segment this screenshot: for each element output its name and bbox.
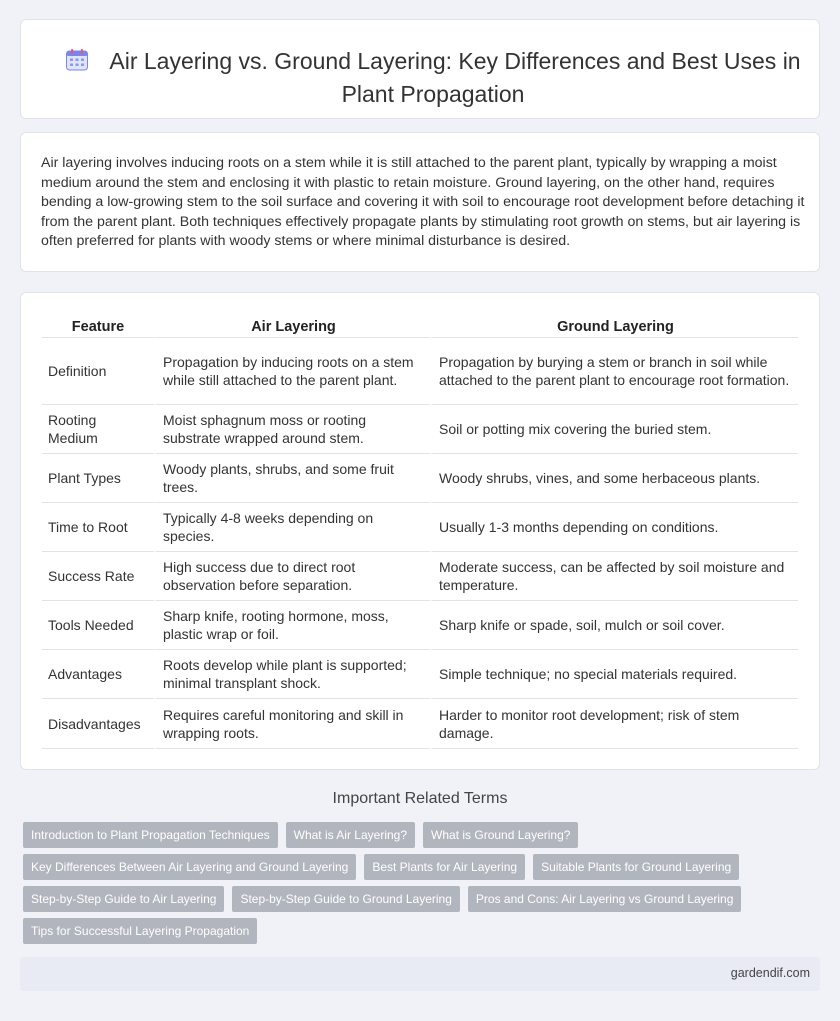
- page-title-wrapper: [61, 46, 805, 109]
- feature-cell: Success Rate: [42, 552, 154, 601]
- feature-cell: Disadvantages: [42, 699, 154, 749]
- feature-cell: Definition: [42, 338, 154, 405]
- tag-guide-air-layering[interactable]: Step-by-Step Guide to Air Layering: [23, 886, 224, 912]
- air-layering-cell: Woody plants, shrubs, and some fruit trees.: [154, 454, 430, 503]
- ground-layering-cell: Moderate success, can be affected by soil moisture and temperature.: [430, 552, 798, 601]
- air-layering-cell: Propagation by inducing roots on a stem while still attached to the parent plant.: [154, 338, 430, 405]
- table-row: [42, 503, 798, 552]
- tag-row: [23, 918, 783, 944]
- related-terms-heading: Important Related Terms: [332, 790, 508, 807]
- ground-layering-cell: Harder to monitor root development; risk of stem damage.: [430, 699, 798, 749]
- calendar-icon: [65, 48, 89, 79]
- ground-layering-cell: Usually 1-3 months depending on conditions.: [430, 503, 798, 552]
- tag-row: [23, 822, 783, 848]
- ground-layering-cell: Propagation by burying a stem or branch in soil while attached to the parent plant to encourage root formation.: [430, 338, 798, 405]
- table-row: [42, 338, 798, 405]
- table-row: [42, 454, 798, 503]
- column-header-feature: Feature: [42, 310, 154, 338]
- tag-key-differences[interactable]: Key Differences Between Air Layering and Ground Layering: [23, 854, 356, 880]
- footer-site-link[interactable]: gardendif.com: [730, 966, 810, 980]
- column-header-ground-layering: Ground Layering: [430, 310, 798, 338]
- tag-tips-layering[interactable]: Tips for Successful Layering Propagation: [23, 918, 257, 944]
- feature-cell: Advantages: [42, 650, 154, 699]
- air-layering-cell: Sharp knife, rooting hormone, moss, plastic wrap or foil.: [154, 601, 430, 650]
- intro-card: [20, 132, 820, 272]
- header-card: [20, 19, 820, 119]
- air-layering-cell: Requires careful monitoring and skill in wrapping roots.: [154, 699, 430, 749]
- air-layering-cell: Moist sphagnum moss or rooting substrate wrapped around stem.: [154, 405, 430, 454]
- table-row: [42, 552, 798, 601]
- tag-intro-plant-propagation[interactable]: Introduction to Plant Propagation Techniques: [23, 822, 278, 848]
- tag-guide-ground-layering[interactable]: Step-by-Step Guide to Ground Layering: [232, 886, 459, 912]
- table-row: [42, 601, 798, 650]
- footer: [20, 957, 820, 991]
- ground-layering-cell: Woody shrubs, vines, and some herbaceous plants.: [430, 454, 798, 503]
- related-terms-list: [23, 822, 783, 950]
- table-header-row: [42, 310, 798, 338]
- air-layering-cell: High success due to direct root observation before separation.: [154, 552, 430, 601]
- tag-pros-and-cons[interactable]: Pros and Cons: Air Layering vs Ground Layering: [468, 886, 741, 912]
- ground-layering-cell: Simple technique; no special materials required.: [430, 650, 798, 699]
- comparison-card: [20, 292, 820, 770]
- feature-cell: Plant Types: [42, 454, 154, 503]
- column-header-air-layering: Air Layering: [154, 310, 430, 338]
- comparison-table: [42, 310, 798, 749]
- air-layering-cell: Roots develop while plant is supported; minimal transplant shock.: [154, 650, 430, 699]
- intro-paragraph: Air layering involves inducing roots on a stem while it is still attached to the parent plant, typically by wrapping a moist medium around the stem and enclosing it with plastic to retain moisture. Ground layering, on the other hand, requires bending a low-growing stem to the soil surface and covering it with soil to encourage root development before detaching it from the parent plant. Both techniques effectively propagate plants by stimulating root growth on stems, but air layering is often preferred for plants with woody stems or where minimal disturbance is desired.: [41, 155, 805, 249]
- feature-cell: Rooting Medium: [42, 405, 154, 454]
- ground-layering-cell: Sharp knife or spade, soil, mulch or soil cover.: [430, 601, 798, 650]
- feature-cell: Time to Root: [42, 503, 154, 552]
- table-row: [42, 699, 798, 749]
- feature-cell: Tools Needed: [42, 601, 154, 650]
- tag-what-is-air-layering[interactable]: What is Air Layering?: [286, 822, 415, 848]
- page-title: Air Layering vs. Ground Layering: Key Differences and Best Uses in Plant Propagation: [109, 48, 801, 107]
- tag-suitable-plants-ground-layering[interactable]: Suitable Plants for Ground Layering: [533, 854, 739, 880]
- ground-layering-cell: Soil or potting mix covering the buried stem.: [430, 405, 798, 454]
- tag-row: [23, 854, 783, 880]
- air-layering-cell: Typically 4-8 weeks depending on species.: [154, 503, 430, 552]
- tag-row: [23, 886, 783, 912]
- tag-what-is-ground-layering[interactable]: What is Ground Layering?: [423, 822, 578, 848]
- table-row: [42, 405, 798, 454]
- table-row: [42, 650, 798, 699]
- tag-best-plants-air-layering[interactable]: Best Plants for Air Layering: [364, 854, 525, 880]
